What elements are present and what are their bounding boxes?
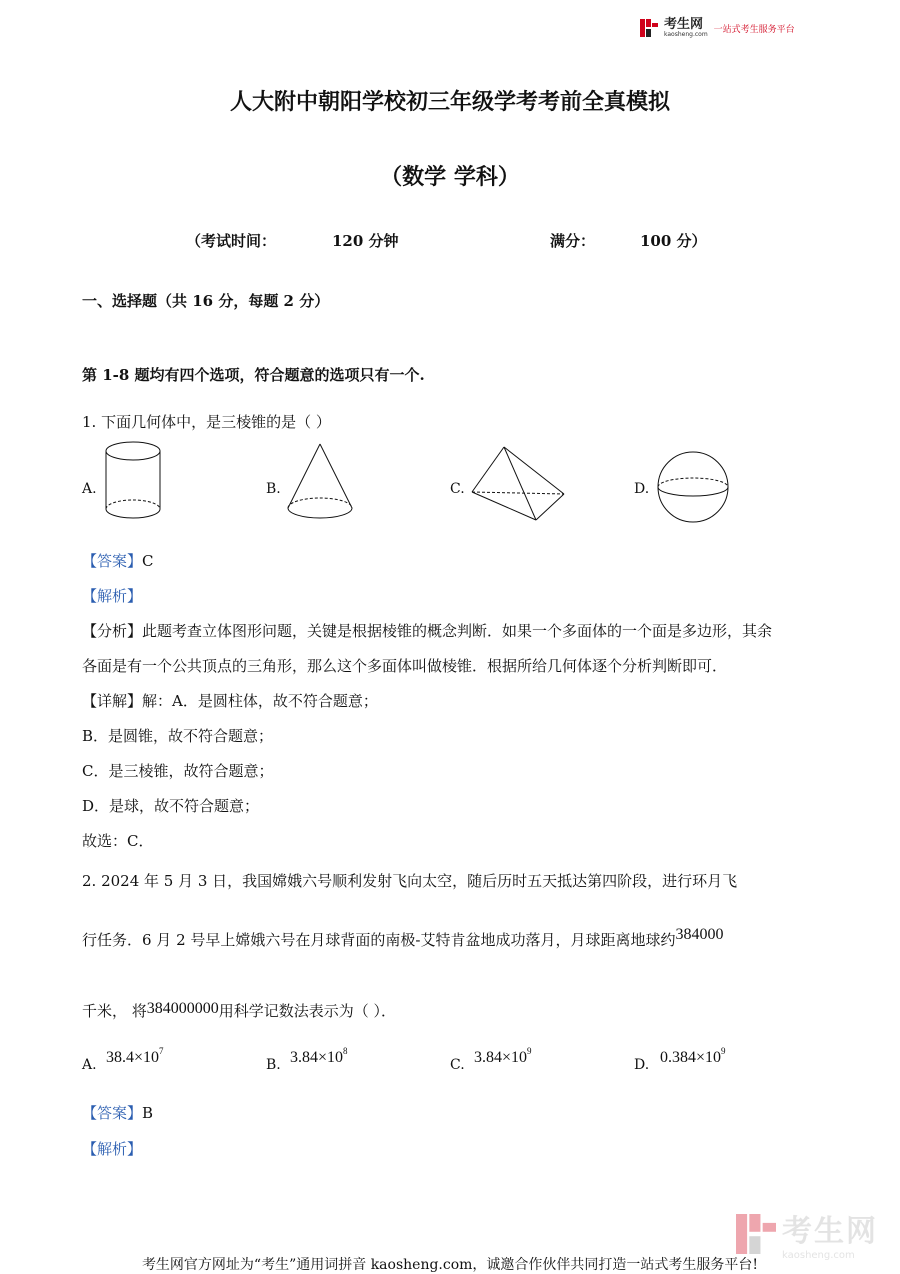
q2-option-b-label: B. xyxy=(266,1057,281,1073)
q2-option-a-mantissa: 38.4×10 xyxy=(106,1049,160,1066)
q2-option-d-label: D. xyxy=(634,1057,650,1073)
q2-number-value: 384000000 xyxy=(146,1000,219,1017)
q2-distance-value: 384000 xyxy=(675,926,724,943)
q1-answer-tag: 【答案】 xyxy=(82,552,143,570)
q1-conclusion: 故选：C． xyxy=(82,832,154,850)
q1-detail-c: C．是三棱锥，故符合题意； xyxy=(82,762,274,780)
q2-answer-tag: 【答案】 xyxy=(82,1104,143,1122)
q1-stem: 1. 下面几何体中，是三棱锥的是（ ） xyxy=(82,413,331,431)
watermark-text-group xyxy=(782,1206,878,1261)
time-value: 120 分钟 xyxy=(332,232,399,250)
q1-answer xyxy=(82,550,154,571)
watermark-logo-icon xyxy=(736,1214,776,1254)
exam-title: 人大附中朝阳学校初三年级学考考前全真模拟 xyxy=(229,89,670,115)
watermark-domain: kaosheng.com xyxy=(782,1250,855,1261)
q2-stem-line-2 xyxy=(82,926,724,950)
q2-option-d-mantissa: 0.384×10 xyxy=(660,1049,722,1066)
score-value: 100 分） xyxy=(640,232,707,250)
watermark xyxy=(736,1206,878,1261)
exam-subject: （数学 学科） xyxy=(380,164,520,190)
q2-stem-line-2-text: 行任务．6 月 2 号早上嫦娥六号在月球背面的南极-艾特肯盆地成功落月，月球距离地球约 xyxy=(82,931,676,949)
q2-stem-line-1: 2. 2024 年 5 月 3 日，我国嫦娥六号顺利发射飞向太空，随后历时五天抵达第四阶段，进行环月飞 xyxy=(82,872,738,890)
q2-option-c-label: C. xyxy=(450,1057,465,1073)
q1-option-c-label: C. xyxy=(450,481,465,497)
q2-answer-value: B xyxy=(142,1104,154,1122)
header-logo xyxy=(640,18,795,38)
q1-detail-b: B．是圆锥，故不符合题意； xyxy=(82,727,274,745)
xiangjie-tag: 【详解】 xyxy=(82,692,143,710)
fenxi-tag: 【分析】 xyxy=(82,622,143,640)
q2-option-a-value xyxy=(106,1046,164,1067)
q1-fenxi-line-1 xyxy=(82,620,772,641)
xiangjie-text: 解：A．是圆柱体，故不符合题意； xyxy=(142,692,378,710)
q2-option-c-exp: 9 xyxy=(527,1046,532,1056)
q1-option-a-label: A. xyxy=(82,481,97,497)
cylinder-figure xyxy=(102,440,164,522)
logo-domain: kaosheng.com xyxy=(664,31,708,38)
q2-option-a-exp: 7 xyxy=(159,1046,164,1056)
q2-option-c-value xyxy=(474,1046,532,1067)
q2-option-c-mantissa: 3.84×10 xyxy=(474,1049,528,1066)
q2-option-d-value xyxy=(660,1046,726,1067)
q1-answer-value: C xyxy=(142,552,154,570)
q2-option-b-mantissa: 3.84×10 xyxy=(290,1049,344,1066)
q1-option-b-label: B. xyxy=(266,481,281,497)
q2-option-b-exp: 8 xyxy=(343,1046,348,1056)
logo-slogan: 一站式考生服务平台 xyxy=(713,24,795,35)
q2-option-b-value xyxy=(290,1046,348,1067)
fenxi-text-1: 此题考查立体图形问题，关键是根据棱锥的概念判断．如果一个多面体的一个面是多边形，其余 xyxy=(142,622,773,640)
footer-text: 考生网官方网址为“考生”通用词拼音 kaosheng.com，诚邀合作伙伴共同打造一站式考生服务平台! xyxy=(141,1257,759,1273)
q1-detail-d: D．是球，故不符合题意； xyxy=(82,797,260,815)
triangular-pyramid-figure xyxy=(468,444,568,524)
kaosheng-logo-icon xyxy=(640,19,658,37)
q2-analysis-tag: 【解析】 xyxy=(82,1140,143,1158)
q2-stem-line-3 xyxy=(82,1000,396,1021)
q2-stem-line-3-suffix: 用科学记数法表示为（ ）． xyxy=(218,1002,397,1020)
section-instruction: 第 1-8 题均有四个选项，符合题意的选项只有一个. xyxy=(82,366,425,384)
section-heading: 一、选择题（共 16 分，每题 2 分） xyxy=(82,292,330,310)
sphere-figure xyxy=(654,450,732,524)
time-label: （考试时间： xyxy=(186,232,277,250)
watermark-name: 考生网 xyxy=(782,1214,878,1249)
q2-stem-line-3-prefix: 千米， 将 xyxy=(82,1002,147,1020)
score-label: 满分： xyxy=(550,232,596,250)
q2-answer xyxy=(82,1102,153,1123)
q2-option-d-exp: 9 xyxy=(721,1046,726,1056)
logo-text-group xyxy=(664,18,708,38)
q1-detail-line xyxy=(82,690,378,711)
q1-analysis-tag: 【解析】 xyxy=(82,587,143,605)
q1-option-d-label: D. xyxy=(634,481,650,497)
cone-figure xyxy=(284,440,356,522)
q2-option-a-label: A. xyxy=(82,1057,97,1073)
logo-name: 考生网 xyxy=(664,17,704,32)
q1-fenxi-line-2: 各面是有一个公共顶点的三角形，那么这个多面体叫做棱锥．根据所给几何体逐个分析判断即可． xyxy=(82,657,728,675)
